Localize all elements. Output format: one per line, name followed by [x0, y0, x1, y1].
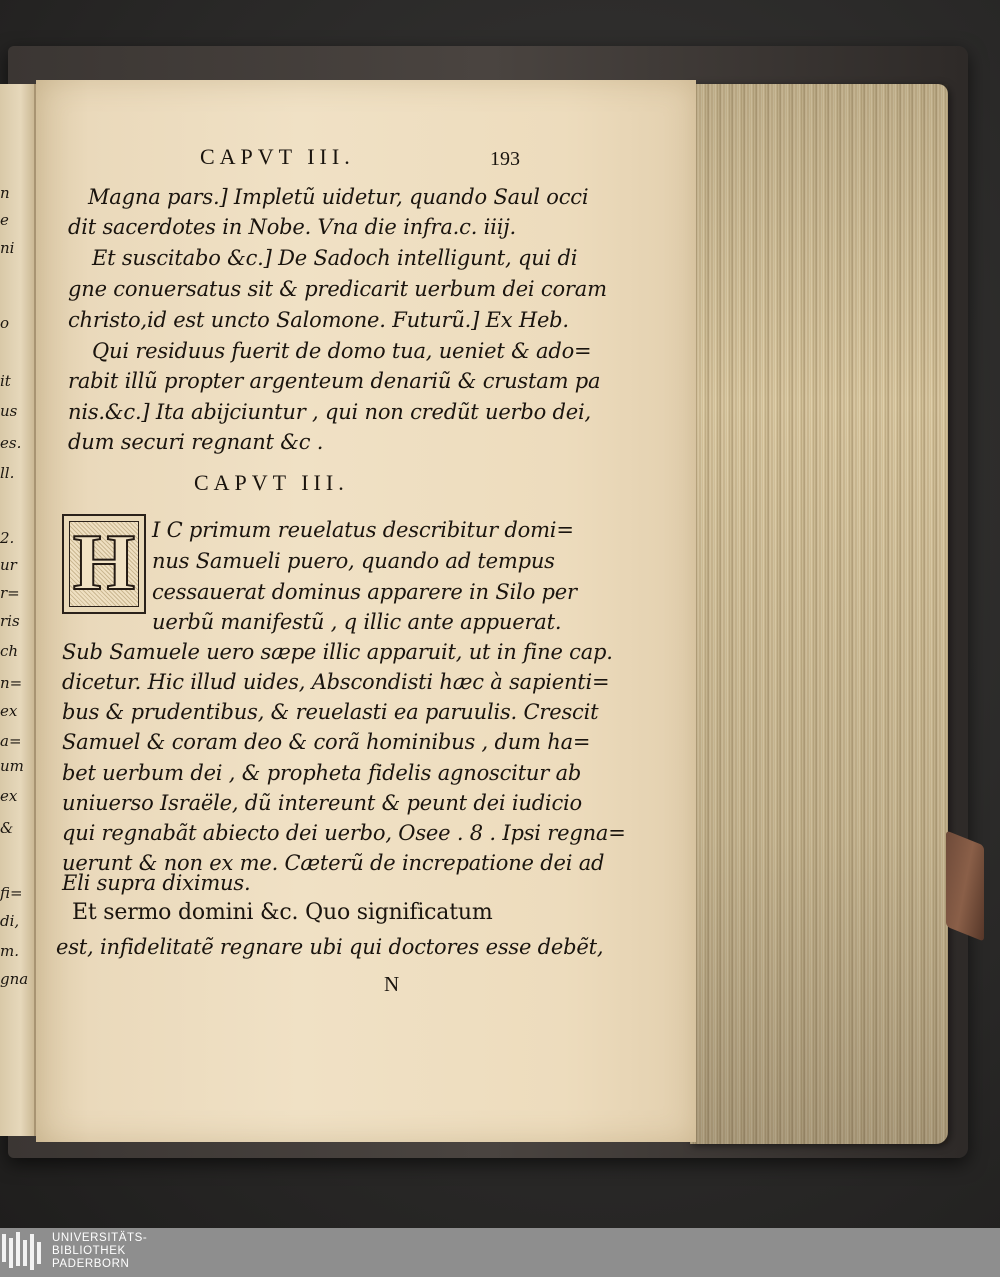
left-margin-fragment: n= — [0, 674, 23, 692]
library-name-line1: UNIVERSITÄTS- — [52, 1232, 148, 1244]
left-margin-fragment: us — [0, 402, 18, 420]
text-line: dicetur. Hic illud uides, Abscondisti hæc à sapienti= — [62, 670, 610, 694]
left-margin-fragment: o — [0, 314, 10, 332]
left-margin-fragment: di, — [0, 912, 20, 930]
left-margin-fragment: fi= — [0, 884, 23, 902]
text-line: uerunt & non ex me. Cæterũ de increpatione dei ad — [62, 851, 605, 875]
library-logo-icon — [0, 1228, 44, 1277]
left-margin-fragment: r= — [0, 584, 20, 602]
text-line: Et sermo domini &c. Quo significatum — [72, 900, 493, 925]
text-line: I C primum reuelatus describitur domi= — [152, 518, 574, 542]
left-margin-fragment: ex — [0, 702, 18, 720]
left-margin-fragment: ex — [0, 787, 18, 805]
chapter-heading: CAPVT III. — [194, 470, 349, 495]
text-line: bet uerbum dei , & propheta fidelis agnoscitur ab — [62, 761, 582, 785]
text-line: uerbũ manifestũ , q illic ante appuerat. — [152, 610, 562, 634]
text-line: dum securi regnant &c . — [68, 430, 324, 454]
text-line: uniuerso Israële, dũ intereunt & peunt dei iudicio — [62, 791, 582, 815]
library-name-line2: BIBLIOTHEK — [52, 1245, 126, 1257]
text-line: Et suscitabo &c.] De Sadoch intelligunt, qui di — [92, 246, 578, 270]
text-line: Eli supra diximus. — [62, 871, 251, 895]
text-line: Samuel & coram deo & corã hominibus , dum ha= — [62, 730, 591, 754]
left-margin-fragment: ll. — [0, 464, 15, 482]
left-margin-fragment: es. — [0, 434, 22, 452]
left-margin-fragment: gna — [0, 970, 29, 988]
text-line: gne conuersatus sit & predicarit uerbum dei coram — [68, 277, 607, 301]
left-margin-fragment: n — [0, 184, 10, 202]
text-line: est, infidelitatẽ regnare ubi qui doctores esse debẽt, — [56, 935, 604, 959]
text-line: christo,id est uncto Salomone. Futurũ.] Ex Heb. — [68, 308, 569, 332]
text-line: Sub Samuele uero sæpe illic apparuit, ut in fine cap. — [62, 640, 613, 664]
library-name-line3: PADERBORN — [52, 1258, 130, 1270]
left-margin-fragment: & — [0, 819, 14, 837]
library-footer — [0, 1228, 1000, 1277]
decorated-initial — [62, 514, 146, 614]
signature-mark: N — [384, 972, 400, 996]
page-number: 193 — [490, 148, 520, 170]
text-line: rabit illũ propter argenteum denariũ & crustam pa — [68, 369, 601, 393]
initial-letter: H — [72, 519, 136, 607]
text-line: dit sacerdotes in Nobe. Vna die infra.c. iiij. — [68, 215, 517, 239]
text-line: bus & prudentibus, & reuelasti ea paruulis. Crescit — [62, 700, 599, 724]
left-margin-fragment: ur — [0, 556, 17, 574]
running-head: CAPVT III. — [200, 144, 355, 169]
text-line: Qui residuus fuerit de domo tua, ueniet & ado= — [92, 339, 592, 363]
left-margin-fragment: ch — [0, 642, 19, 660]
text-line: cessauerat dominus apparere in Silo per — [152, 580, 577, 604]
text-line: Magna pars.] Impletũ uidetur, quando Saul occi — [88, 185, 589, 209]
left-margin-fragment: ris — [0, 612, 20, 630]
left-margin-fragment: um — [0, 757, 24, 775]
left-margin-fragment: e — [0, 211, 9, 229]
left-margin-fragment: ni — [0, 239, 15, 257]
left-margin-fragment: a= — [0, 732, 22, 750]
text-line: nis.&c.] Ita abijciuntur , qui non credũt uerbo dei, — [68, 400, 592, 424]
text-line: nus Samueli puero, quando ad tempus — [152, 549, 555, 573]
left-margin-fragment: 2. — [0, 529, 15, 547]
left-margin-fragment: m. — [0, 942, 19, 960]
left-margin-fragment: it — [0, 372, 11, 390]
text-line: qui regnabãt abiecto dei uerbo, Osee . 8 . Ipsi regna= — [62, 821, 626, 845]
